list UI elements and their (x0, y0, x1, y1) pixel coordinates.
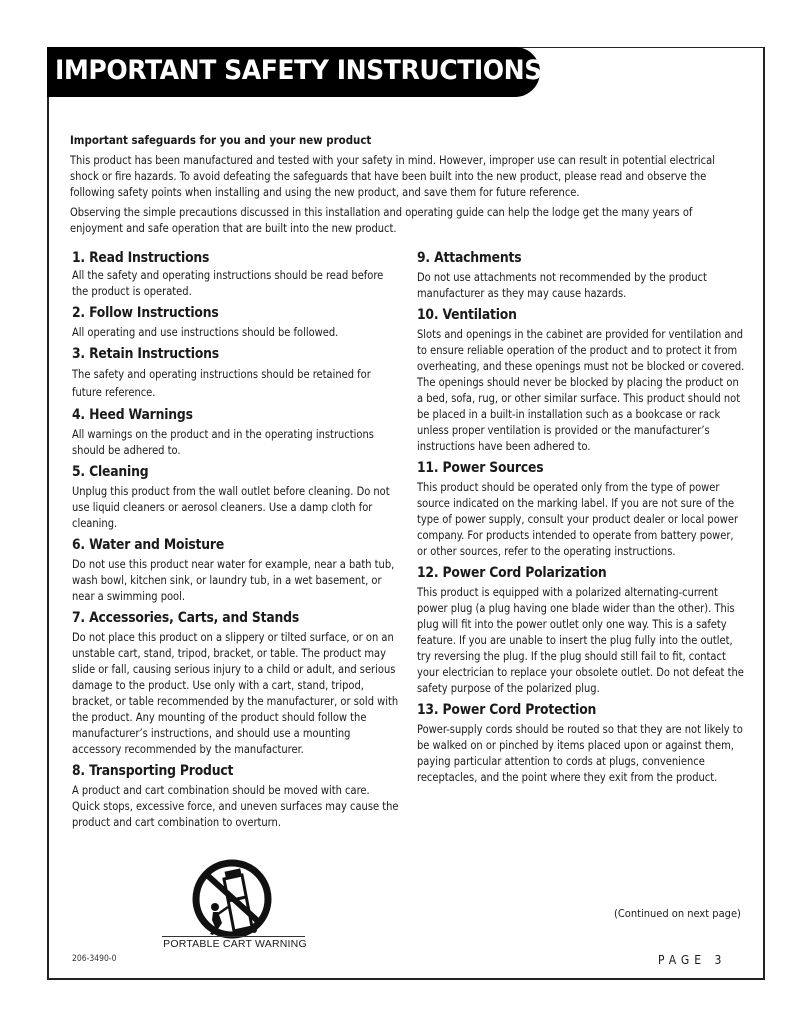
section-heading: 2. Follow Instructions (72, 305, 219, 321)
section-heading: 1. Read Instructions (72, 250, 210, 266)
section-transporting-product (72, 761, 402, 830)
section-cleaning (72, 462, 402, 531)
left-column (72, 248, 402, 834)
continued-note: (Continued on next page) (614, 907, 741, 920)
document-number: 206-3490-0 (72, 954, 117, 964)
figure-caption: PORTABLE CART WARNING (163, 938, 307, 950)
section-body: Do not use this product near water for example, near a bath tub, wash bowl, kitchen sink, or laundry tub, in a wet basement, or near a swimming pool. (72, 557, 395, 603)
section-body: This product is equipped with a polarized alternating-current power plug (a plug having one blade wider than the other). This plug will fit into the power outlet only one way. This is a safety feature. If you are unable to insert the plug fully into the outlet, try reversing the plug. If the plug should still fail to fit, contact your electrician to replace your obsolete outlet. Do not defeat the safety purpose of the polarized plug. (417, 585, 744, 695)
section-heading: 4. Heed Warnings (72, 407, 193, 423)
section-heading: 11. Power Sources (417, 460, 544, 476)
section-heading: 8. Transporting Product (72, 763, 234, 779)
page-number: PAGE 3 (658, 953, 727, 967)
section-body: Power-supply cords should be routed so that they are not likely to be walked on or pinched by items placed upon or against them, paying particular attention to cords at plugs, convenience receptacles, and the point where they exit from the product. (417, 722, 743, 784)
section-heading: 3. Retain Instructions (72, 346, 219, 362)
section-body: All operating and use instructions should be followed. (72, 325, 339, 339)
section-body: The safety and operating instructions should be retained for future reference. (72, 367, 371, 399)
section-power-cord-protection (417, 700, 747, 785)
section-water-and-moisture (72, 535, 402, 604)
section-heed-warnings (72, 405, 402, 458)
section-ventilation (417, 305, 747, 454)
section-body: Unplug this product from the wall outlet before cleaning. Do not use liquid cleaners or aerosol cleaners. Use a damp cloth for cleaning. (72, 484, 390, 530)
section-heading: 6. Water and Moisture (72, 537, 225, 553)
section-power-sources (417, 458, 747, 559)
section-body: All the safety and operating instructions should be read before the product is operated. (72, 268, 384, 298)
intro-section (70, 132, 742, 240)
intro-paragraph: This product has been manufactured and tested with your safety in mind. However, improper use can result in potential electrical shock or fire hazards. To avoid defeating the safeguards that have been built into the new product, please read and observe the following safety points when installing and using the new product, and save them for future reference. (70, 153, 715, 199)
right-column (417, 248, 747, 789)
intro-lead: Important safeguards for you and your new product (70, 133, 372, 147)
section-body: All warnings on the product and in the operating instructions should be adhered to. (72, 427, 374, 457)
section-heading: 7. Accessories, Carts, and Stands (72, 610, 300, 626)
section-heading: 5. Cleaning (72, 464, 149, 480)
section-accessories-carts-stands (72, 608, 402, 757)
section-body: Slots and openings in the cabinet are provided for ventilation and to ensure reliable operation of the product and to protect it from overheating, and these openings must not be blocked or covered. The openings should never be blocked by placing the product on a bed, sofa, rug, or other similar surface. This product should not be placed in a built-in installation such as a bookcase or rack unless proper ventilation is provided or the manufacturer’s instructions have been adhered to. (417, 327, 745, 453)
section-heading: 13. Power Cord Protection (417, 702, 597, 718)
section-body: This product should be operated only from the type of power source indicated on the marking label. If you are not sure of the type of power supply, consult your product dealer or local power company. For products intended to operate from battery power, or other sources, refer to the operating instructions. (417, 480, 739, 558)
section-attachments (417, 248, 747, 301)
section-heading: 9. Attachments (417, 250, 522, 266)
section-body: Do not use attachments not recommended by the product manufacturer as they may cause hazards. (417, 270, 707, 300)
section-heading: 10. Ventilation (417, 307, 517, 323)
intro-paragraph: Observing the simple precautions discussed in this installation and operating guide can help the lodge get the many years of enjoyment and safe operation that are built into the new product. (70, 205, 693, 235)
section-follow-instructions (72, 303, 402, 340)
section-body: Do not place this product on a slippery or tilted surface, or on an unstable cart, stand, tripod, bracket, or table. The product may slide or fall, causing serious injury to a child or adult, and serious damage to the product. Use only with a cart, stand, tripod, bracket, or table recommended by the manufacturer, or sold with the product. Any mounting of the product should follow the manufacturer’s instructions, and should use a mounting accessory recommended by the manufacturer. (72, 630, 399, 756)
section-heading: 12. Power Cord Polarization (417, 565, 607, 581)
section-read-instructions (72, 248, 402, 299)
section-body: A product and cart combination should be moved with care. Quick stops, excessive force, and uneven surfaces may cause the product and cart combination to overturn. (72, 783, 399, 829)
figure-divider (162, 936, 305, 937)
page-title: IMPORTANT SAFETY INSTRUCTIONS (55, 55, 542, 86)
section-power-cord-polarization (417, 563, 747, 696)
section-retain-instructions (72, 344, 402, 401)
